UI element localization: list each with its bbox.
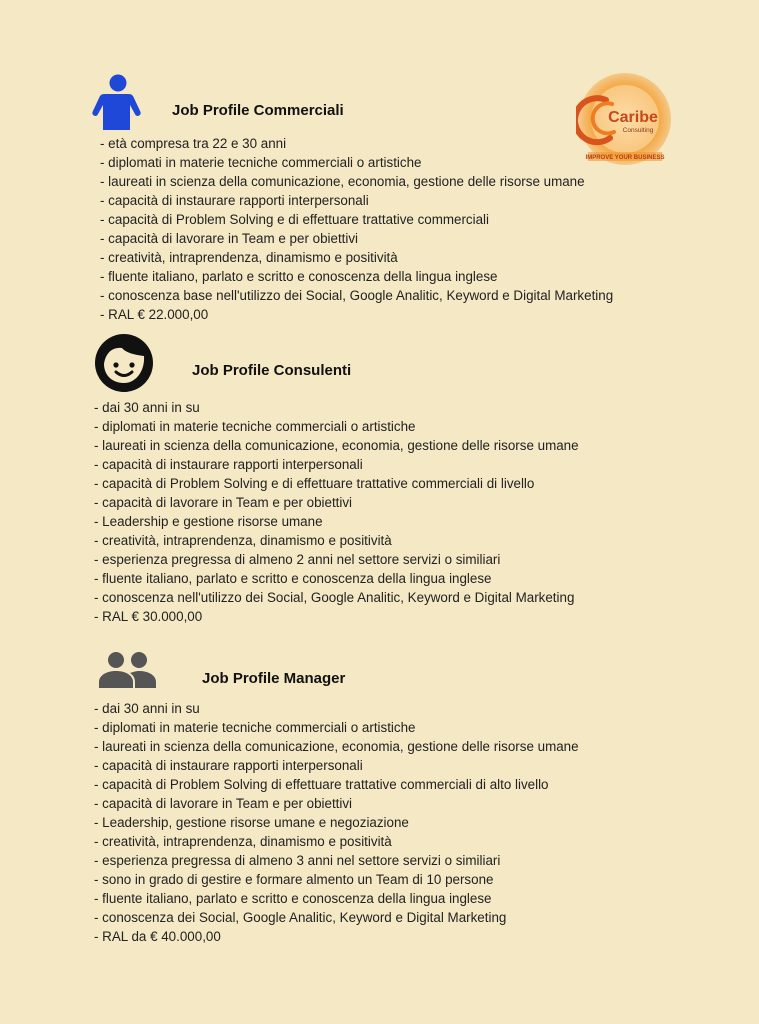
logo-sub: Consulting	[622, 127, 654, 134]
list-item: - fluente italiano, parlato e scritto e conoscenza della lingua inglese	[100, 269, 498, 284]
list-item: - conoscenza base nell'utilizzo dei Social, Google Analitic, Keyword e Digital Marketing	[100, 288, 614, 303]
requirements-list	[94, 398, 579, 626]
list-item: - diplomati in materie tecniche commerciali o artistiche	[94, 419, 416, 434]
list-item: - Leadership e gestione risorse umane	[94, 514, 323, 529]
list-item: - sono in grado di gestire e formare almento un Team di 10 persone	[94, 872, 494, 887]
list-item: - esperienza pregressa di almeno 3 anni nel settore servizi o similiari	[94, 853, 501, 868]
list-item: - capacità di Problem Solving di effettuare trattative commerciali di alto livello	[94, 777, 549, 792]
list-item: - diplomati in materie tecniche commerciali o artistiche	[100, 155, 422, 170]
requirements-list	[100, 134, 613, 324]
list-item: - fluente italiano, parlato e scritto e conoscenza della lingua inglese	[94, 571, 492, 586]
logo-brand: Caribe	[608, 109, 658, 126]
logo-tagline: IMPROVE YOUR BUSINESS	[585, 155, 665, 161]
list-item: - capacità di Problem Solving e di effettuare trattative commerciali	[100, 212, 490, 227]
list-item: - dai 30 anni in su	[94, 400, 200, 415]
smiley-face-icon	[94, 333, 154, 398]
list-item: - Leadership, gestione risorse umane e negoziazione	[94, 815, 409, 830]
requirements-list	[94, 699, 579, 946]
list-item: - creatività, intraprendenza, dinamismo e positività	[100, 250, 398, 265]
list-item: - laureati in scienza della comunicazione, economia, gestione delle risorse umane	[94, 438, 579, 453]
group-icon	[97, 650, 157, 695]
list-item: - età compresa tra 22 e 30 anni	[100, 136, 287, 151]
list-item: - RAL € 30.000,00	[94, 609, 203, 624]
list-item: - diplomati in materie tecniche commerciali o artistiche	[94, 720, 416, 735]
section-title: Job Profile Consulenti	[192, 362, 352, 379]
list-item: - capacità di lavorare in Team e per obiettivi	[94, 796, 353, 811]
list-item: - creatività, intraprendenza, dinamismo e positività	[94, 533, 392, 548]
section-title: Job Profile Manager	[202, 670, 346, 687]
list-item: - laureati in scienza della comunicazione, economia, gestione delle risorse umane	[100, 174, 585, 189]
person-icon	[92, 74, 144, 135]
list-item: - esperienza pregressa di almeno 2 anni nel settore servizi o similiari	[94, 552, 501, 567]
list-item: - conoscenza nell'utilizzo dei Social, Google Analitic, Keyword e Digital Marketing	[94, 590, 575, 605]
list-item: - capacità di instaurare rapporti interpersonali	[100, 193, 369, 208]
list-item: - capacità di lavorare in Team e per obiettivi	[94, 495, 353, 510]
list-item: - dai 30 anni in su	[94, 701, 200, 716]
section-title: Job Profile Commerciali	[172, 102, 344, 119]
list-item: - creatività, intraprendenza, dinamismo e positività	[94, 834, 392, 849]
list-item: - laureati in scienza della comunicazione, economia, gestione delle risorse umane	[94, 739, 579, 754]
list-item: - capacità di lavorare in Team e per obiettivi	[100, 231, 359, 246]
list-item: - conoscenza dei Social, Google Analitic, Keyword e Digital Marketing	[94, 910, 507, 925]
list-item: - RAL € 22.000,00	[100, 307, 209, 322]
list-item: - fluente italiano, parlato e scritto e conoscenza della lingua inglese	[94, 891, 492, 906]
list-item: - RAL da € 40.000,00	[94, 929, 221, 944]
list-item: - capacità di instaurare rapporti interpersonali	[94, 758, 363, 773]
list-item: - capacità di instaurare rapporti interpersonali	[94, 457, 363, 472]
list-item: - capacità di Problem Solving e di effettuare trattative commerciali di livello	[94, 476, 535, 491]
